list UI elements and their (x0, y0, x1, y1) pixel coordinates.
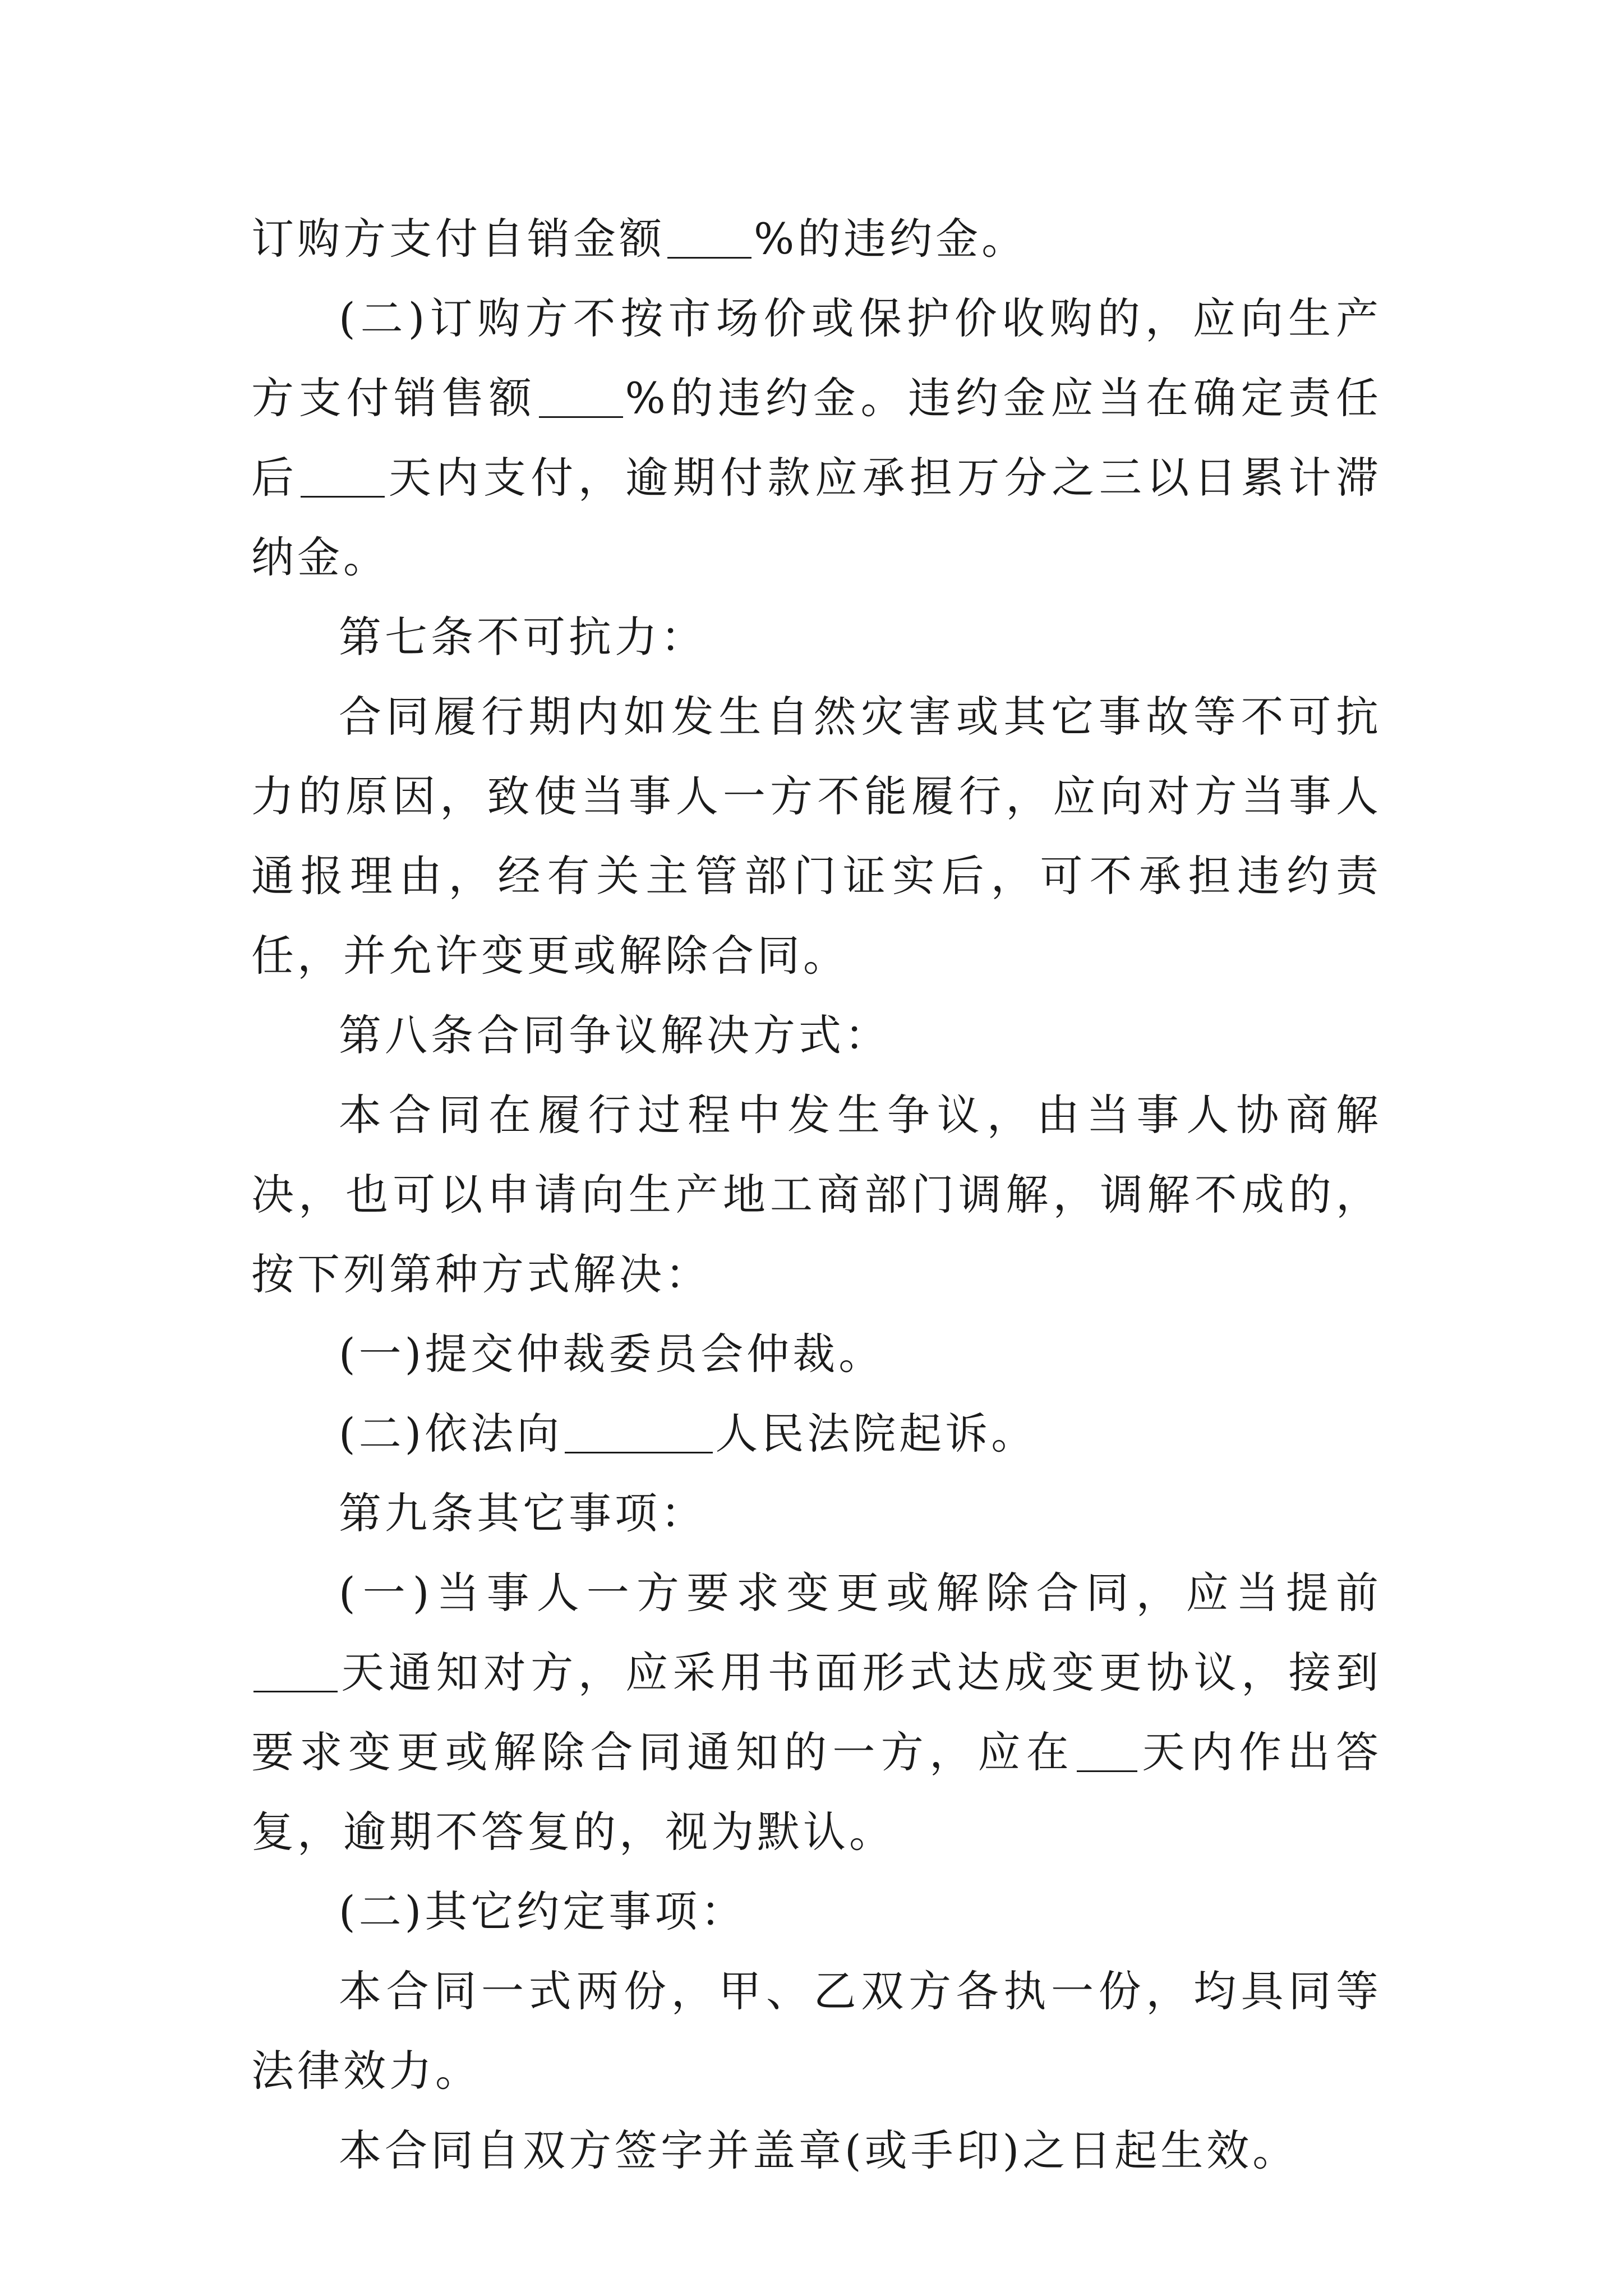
paragraph-clause-2-purchase-price (251, 279, 1382, 597)
text-segment: 第七条不可抗力： (339, 612, 707, 662)
text-segment: (一)提交仲裁委员会仲裁。 (339, 1329, 885, 1379)
text-segment: %的违约金。 (754, 214, 1028, 264)
fill-in-blank-court-name (565, 1409, 713, 1453)
text-segment: 天通知对方，应采用书面形式达成变更协议，接到要求变更或解除合同通知的一方，应在 (251, 1648, 1382, 1777)
text-segment: (一)当事人一方要求变更或解除合同，应当提前 (339, 1568, 1382, 1618)
fill-in-blank-days (1077, 1728, 1137, 1772)
fill-in-blank-percentage (539, 374, 623, 418)
paragraph-option-arbitration (251, 1314, 1382, 1394)
heading-article-7 (251, 597, 1382, 677)
paragraph-copies (251, 1952, 1382, 2111)
text-segment: 订购方支付自销金额 (251, 214, 665, 264)
fill-in-blank-percentage (667, 214, 751, 259)
text-segment: %的违约金。违约金应当在确定责任后 (251, 373, 1382, 503)
heading-article-9 (251, 1474, 1382, 1553)
paragraph-other-matters (251, 1872, 1382, 1952)
text-segment: 第八条合同争议解决方式： (339, 1010, 891, 1060)
fill-in-blank-days (301, 453, 385, 498)
text-segment: 本合同一式两份，甲、乙双方各执一份，均具同等法律效力。 (251, 1966, 1382, 2096)
text-segment: 合同履行期内如发生自然灾害或其它事故等不可抗力的原因，致使当事人一方不能履行，应向对方当事人通报理由，经有关主管部门证实后，可不承担违约责任，并允许变更或解除合同。 (251, 692, 1382, 981)
text-segment: 人民法院起诉。 (715, 1409, 1038, 1458)
text-segment: (二)订购方不按市场价或保护价收购的，应向生产方支付销售额 (251, 293, 1382, 423)
paragraph-effective-date (251, 2111, 1382, 2191)
paragraph-force-majeure (251, 677, 1382, 996)
text-segment: 本合同自双方签字并盖章(或手印)之日起生效。 (339, 2125, 1299, 2175)
paragraph-option-court (251, 1394, 1382, 1474)
paragraph-contract-change-notice (251, 1553, 1382, 1872)
text-segment: 天内支付，逾期付款应承担万分之三以日累计滞纳金。 (251, 453, 1382, 582)
contract-text-body (251, 199, 1382, 2191)
paragraph-dispute-resolution (251, 1075, 1382, 1314)
text-segment: 本合同在履行过程中发生争议，由当事人协商解决，也可以申请向生产地工商部门调解，调解不成的，按下列第种方式解决： (251, 1090, 1382, 1299)
heading-article-8 (251, 996, 1382, 1075)
text-segment: 天内作出答复，逾期不答复的，视为默认。 (251, 1727, 1382, 1857)
fill-in-blank-days (253, 1648, 338, 1692)
text-segment: (二)其它约定事项： (339, 1887, 747, 1936)
text-segment: 第九条其它事项： (339, 1488, 707, 1538)
text-segment: (二)依法向 (339, 1409, 563, 1458)
paragraph-penalty-self-sales (251, 199, 1382, 279)
